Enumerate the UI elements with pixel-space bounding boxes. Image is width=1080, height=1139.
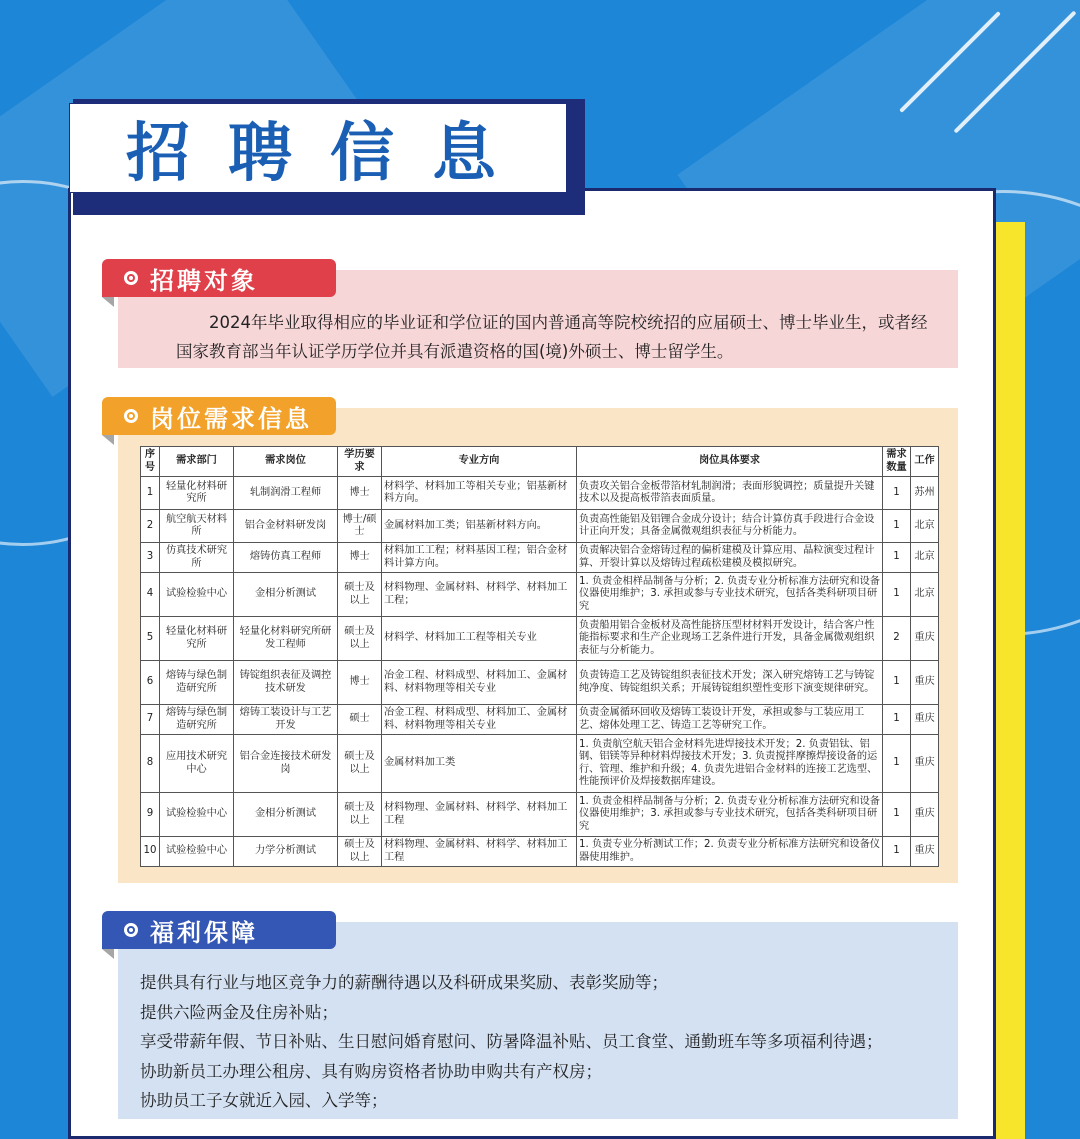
table-cell-loc: 重庆 [911,617,939,661]
col-header: 需求部门 [160,447,234,477]
table-cell-loc: 北京 [911,543,939,573]
table-cell-req: 负责铸造工艺及铸锭组织表征技术开发；深入研究熔铸工艺与铸锭纯净度、铸锭组织关系；开展铸锭组织塑性变形下演变规律研究。 [577,661,883,705]
table-cell-post: 熔铸仿真工程师 [234,543,338,573]
table-cell-dept: 试验检验中心 [160,793,234,837]
table-cell-edu: 硕士及以上 [338,837,382,867]
benefits-heading: 福利保障 [150,918,258,947]
table-cell-edu: 硕士及以上 [338,573,382,617]
table-cell-edu: 硕士及以上 [338,793,382,837]
table-row [141,705,939,735]
table-cell-no: 8 [141,735,160,793]
table-cell-no: 7 [141,705,160,735]
table-cell-dept: 轻量化材料研究所 [160,617,234,661]
table-cell-post: 铝合金连接技术研发岗 [234,735,338,793]
table-cell-num: 1 [883,661,911,705]
target-heading: 招聘对象 [150,266,258,295]
table-cell-num: 1 [883,793,911,837]
table-cell-dept: 仿真技术研究所 [160,543,234,573]
table-cell-dept: 应用技术研究中心 [160,735,234,793]
col-header: 专业方向 [382,447,577,477]
table-cell-num: 1 [883,705,911,735]
table-row [141,793,939,837]
table-cell-edu: 博士 [338,661,382,705]
benefit-item: 享受带薪年假、节日补贴、生日慰问婚育慰问、防暑降温补贴、员工食堂、通勤班车等多项福利待遇； [140,1032,883,1051]
table-cell-req: 负责船用铝合金板材及高性能挤压型材材料开发设计，结合客户性能指标要求和生产企业现场工艺条件进行开发，具备金属微观组织表征与分析能力。 [577,617,883,661]
table-cell-dept: 熔铸与绿色制造研究所 [160,661,234,705]
table-cell-loc: 苏州 [911,477,939,510]
table-cell-post: 力学分析测试 [234,837,338,867]
table-cell-dept: 航空航天材料所 [160,510,234,543]
col-header: 学历要求 [338,447,382,477]
table-cell-dept: 熔铸与绿色制造研究所 [160,705,234,735]
table-cell-major: 材料学、材料加工等相关专业；铝基新材料方向。 [382,477,577,510]
table-cell-req: 1. 负责航空航天铝合金材料先进焊接技术开发；2. 负责铝钛、铝钢、铝镁等异种材料焊接技术开发；3. 负责搅拌摩擦焊接设备的运行、管理、维护和升级；4. 负责先进铝合金材料的连接工艺选型、性能预评价及焊接数据库建设。 [577,735,883,793]
table-cell-dept: 试验检验中心 [160,837,234,867]
table-cell-major: 冶金工程、材料成型、材料加工、金属材料、材料物理等相关专业 [382,661,577,705]
bullet-icon [124,271,138,285]
table-cell-req: 1. 负责金相样品制备与分析；2. 负责专业分析标准方法研究和设备仪器使用维护；3. 承担或参与专业技术研究，包括各类科研项目研究 [577,573,883,617]
table-cell-req: 负责解决铝合金熔铸过程的偏析建模及计算应用、晶粒演变过程计算、开裂计算以及熔铸过程疏松建模及模拟研究。 [577,543,883,573]
table-cell-major: 材料加工工程；材料基因工程；铝合金材料计算方向。 [382,543,577,573]
table-cell-no: 3 [141,543,160,573]
table-row [141,837,939,867]
table-cell-loc: 北京 [911,510,939,543]
table-cell-post: 轧制润滑工程师 [234,477,338,510]
positions-panel [118,408,958,883]
table-cell-no: 9 [141,793,160,837]
table-cell-post: 金相分析测试 [234,573,338,617]
table-cell-dept: 试验检验中心 [160,573,234,617]
table-row [141,573,939,617]
table-cell-major: 材料物理、金属材料、材料学、材料加工工程 [382,793,577,837]
col-header: 需求岗位 [234,447,338,477]
col-header: 工作 [911,447,939,477]
table-cell-no: 5 [141,617,160,661]
col-header: 需求数量 [883,447,911,477]
positions-table [140,446,939,867]
table-cell-edu: 硕士 [338,705,382,735]
table-cell-edu: 硕士及以上 [338,735,382,793]
table-cell-no: 1 [141,477,160,510]
table-header-row [141,447,939,477]
page-title-box [70,104,566,192]
benefit-item: 协助新员工办理公租房、具有购房资格者协助申购共有产权房； [140,1061,602,1081]
target-text: 2024年毕业取得相应的毕业证和学位证的国内普通高等院校统招的应届硕士、博士毕业生，或者经国家教育部当年认证学历学位并具有派遣资格的国(境)外硕士、博士留学生。 [176,313,928,361]
table-row [141,510,939,543]
table-cell-major: 材料学、材料加工工程等相关专业 [382,617,577,661]
table-cell-req: 负责攻关铝合金板带箔材轧制润滑；表面形貌调控；质量提升关键技术以及提高板带箔表面质量。 [577,477,883,510]
table-cell-loc: 重庆 [911,705,939,735]
table-cell-edu: 博士 [338,477,382,510]
target-tab [102,259,336,297]
table-cell-loc: 重庆 [911,837,939,867]
table-cell-req: 负责金属循环回收及熔铸工装设计开发，承担或参与工装应用工艺、熔体处理工艺、铸造工艺等研究工作。 [577,705,883,735]
table-cell-no: 2 [141,510,160,543]
table-row [141,617,939,661]
table-cell-num: 1 [883,510,911,543]
table-row [141,735,939,793]
benefit-item: 协助员工子女就近入园、入学等； [140,1091,388,1110]
table-row [141,543,939,573]
decor-yellow-bar [995,222,1025,1139]
table-cell-num: 2 [883,617,911,661]
table-cell-loc: 重庆 [911,793,939,837]
table-cell-req: 1. 负责专业分析测试工作；2. 负责专业分析标准方法研究和设备仪器使用维护。 [577,837,883,867]
page-title: 招聘信息 [126,117,534,191]
table-cell-loc: 重庆 [911,661,939,705]
table-cell-post: 轻量化材料研究所研发工程师 [234,617,338,661]
table-cell-loc: 重庆 [911,735,939,793]
table-cell-edu: 硕士及以上 [338,617,382,661]
positions-heading: 岗位需求信息 [150,404,312,433]
table-cell-major: 金属材料加工类 [382,735,577,793]
table-cell-req: 负责高性能铝及铝锂合金成分设计；结合计算仿真手段进行合金设计正向开发；具备金属微观组织表征与分析能力。 [577,510,883,543]
table-cell-no: 6 [141,661,160,705]
table-cell-no: 4 [141,573,160,617]
benefit-item: 提供六险两金及住房补贴； [140,1002,338,1022]
table-cell-num: 1 [883,543,911,573]
table-cell-major: 材料物理、金属材料、材料学、材料加工工程； [382,573,577,617]
table-cell-num: 1 [883,477,911,510]
table-row [141,661,939,705]
table-cell-num: 1 [883,837,911,867]
col-header: 岗位具体要求 [577,447,883,477]
positions-tab [102,397,336,435]
bullet-icon [124,409,138,423]
table-cell-edu: 博士/硕士 [338,510,382,543]
benefit-item: 提供具有行业与地区竞争力的薪酬待遇以及科研成果奖励、表彰奖励等； [140,973,668,992]
table-cell-loc: 北京 [911,573,939,617]
col-header: 序号 [141,447,160,477]
benefits-tab [102,911,336,949]
bullet-icon [124,923,138,937]
benefits-panel [118,922,958,1119]
table-cell-num: 1 [883,573,911,617]
table-cell-no: 10 [141,837,160,867]
table-cell-major: 冶金工程、材料成型、材料加工、金属材料、材料物理等相关专业 [382,705,577,735]
table-cell-post: 铸锭组织表征及调控技术研发 [234,661,338,705]
table-cell-req: 1. 负责金相样品制备与分析；2. 负责专业分析标准方法研究和设备仪器使用维护；3. 承担或参与专业技术研究，包括各类科研项目研究 [577,793,883,837]
table-cell-post: 熔铸工装设计与工艺开发 [234,705,338,735]
table-cell-dept: 轻量化材料研究所 [160,477,234,510]
table-cell-major: 金属材料加工类；铝基新材料方向。 [382,510,577,543]
table-cell-post: 金相分析测试 [234,793,338,837]
table-row [141,477,939,510]
table-cell-num: 1 [883,735,911,793]
table-cell-edu: 博士 [338,543,382,573]
table-cell-major: 材料物理、金属材料、材料学、材料加工工程 [382,837,577,867]
table-cell-post: 铝合金材料研发岗 [234,510,338,543]
